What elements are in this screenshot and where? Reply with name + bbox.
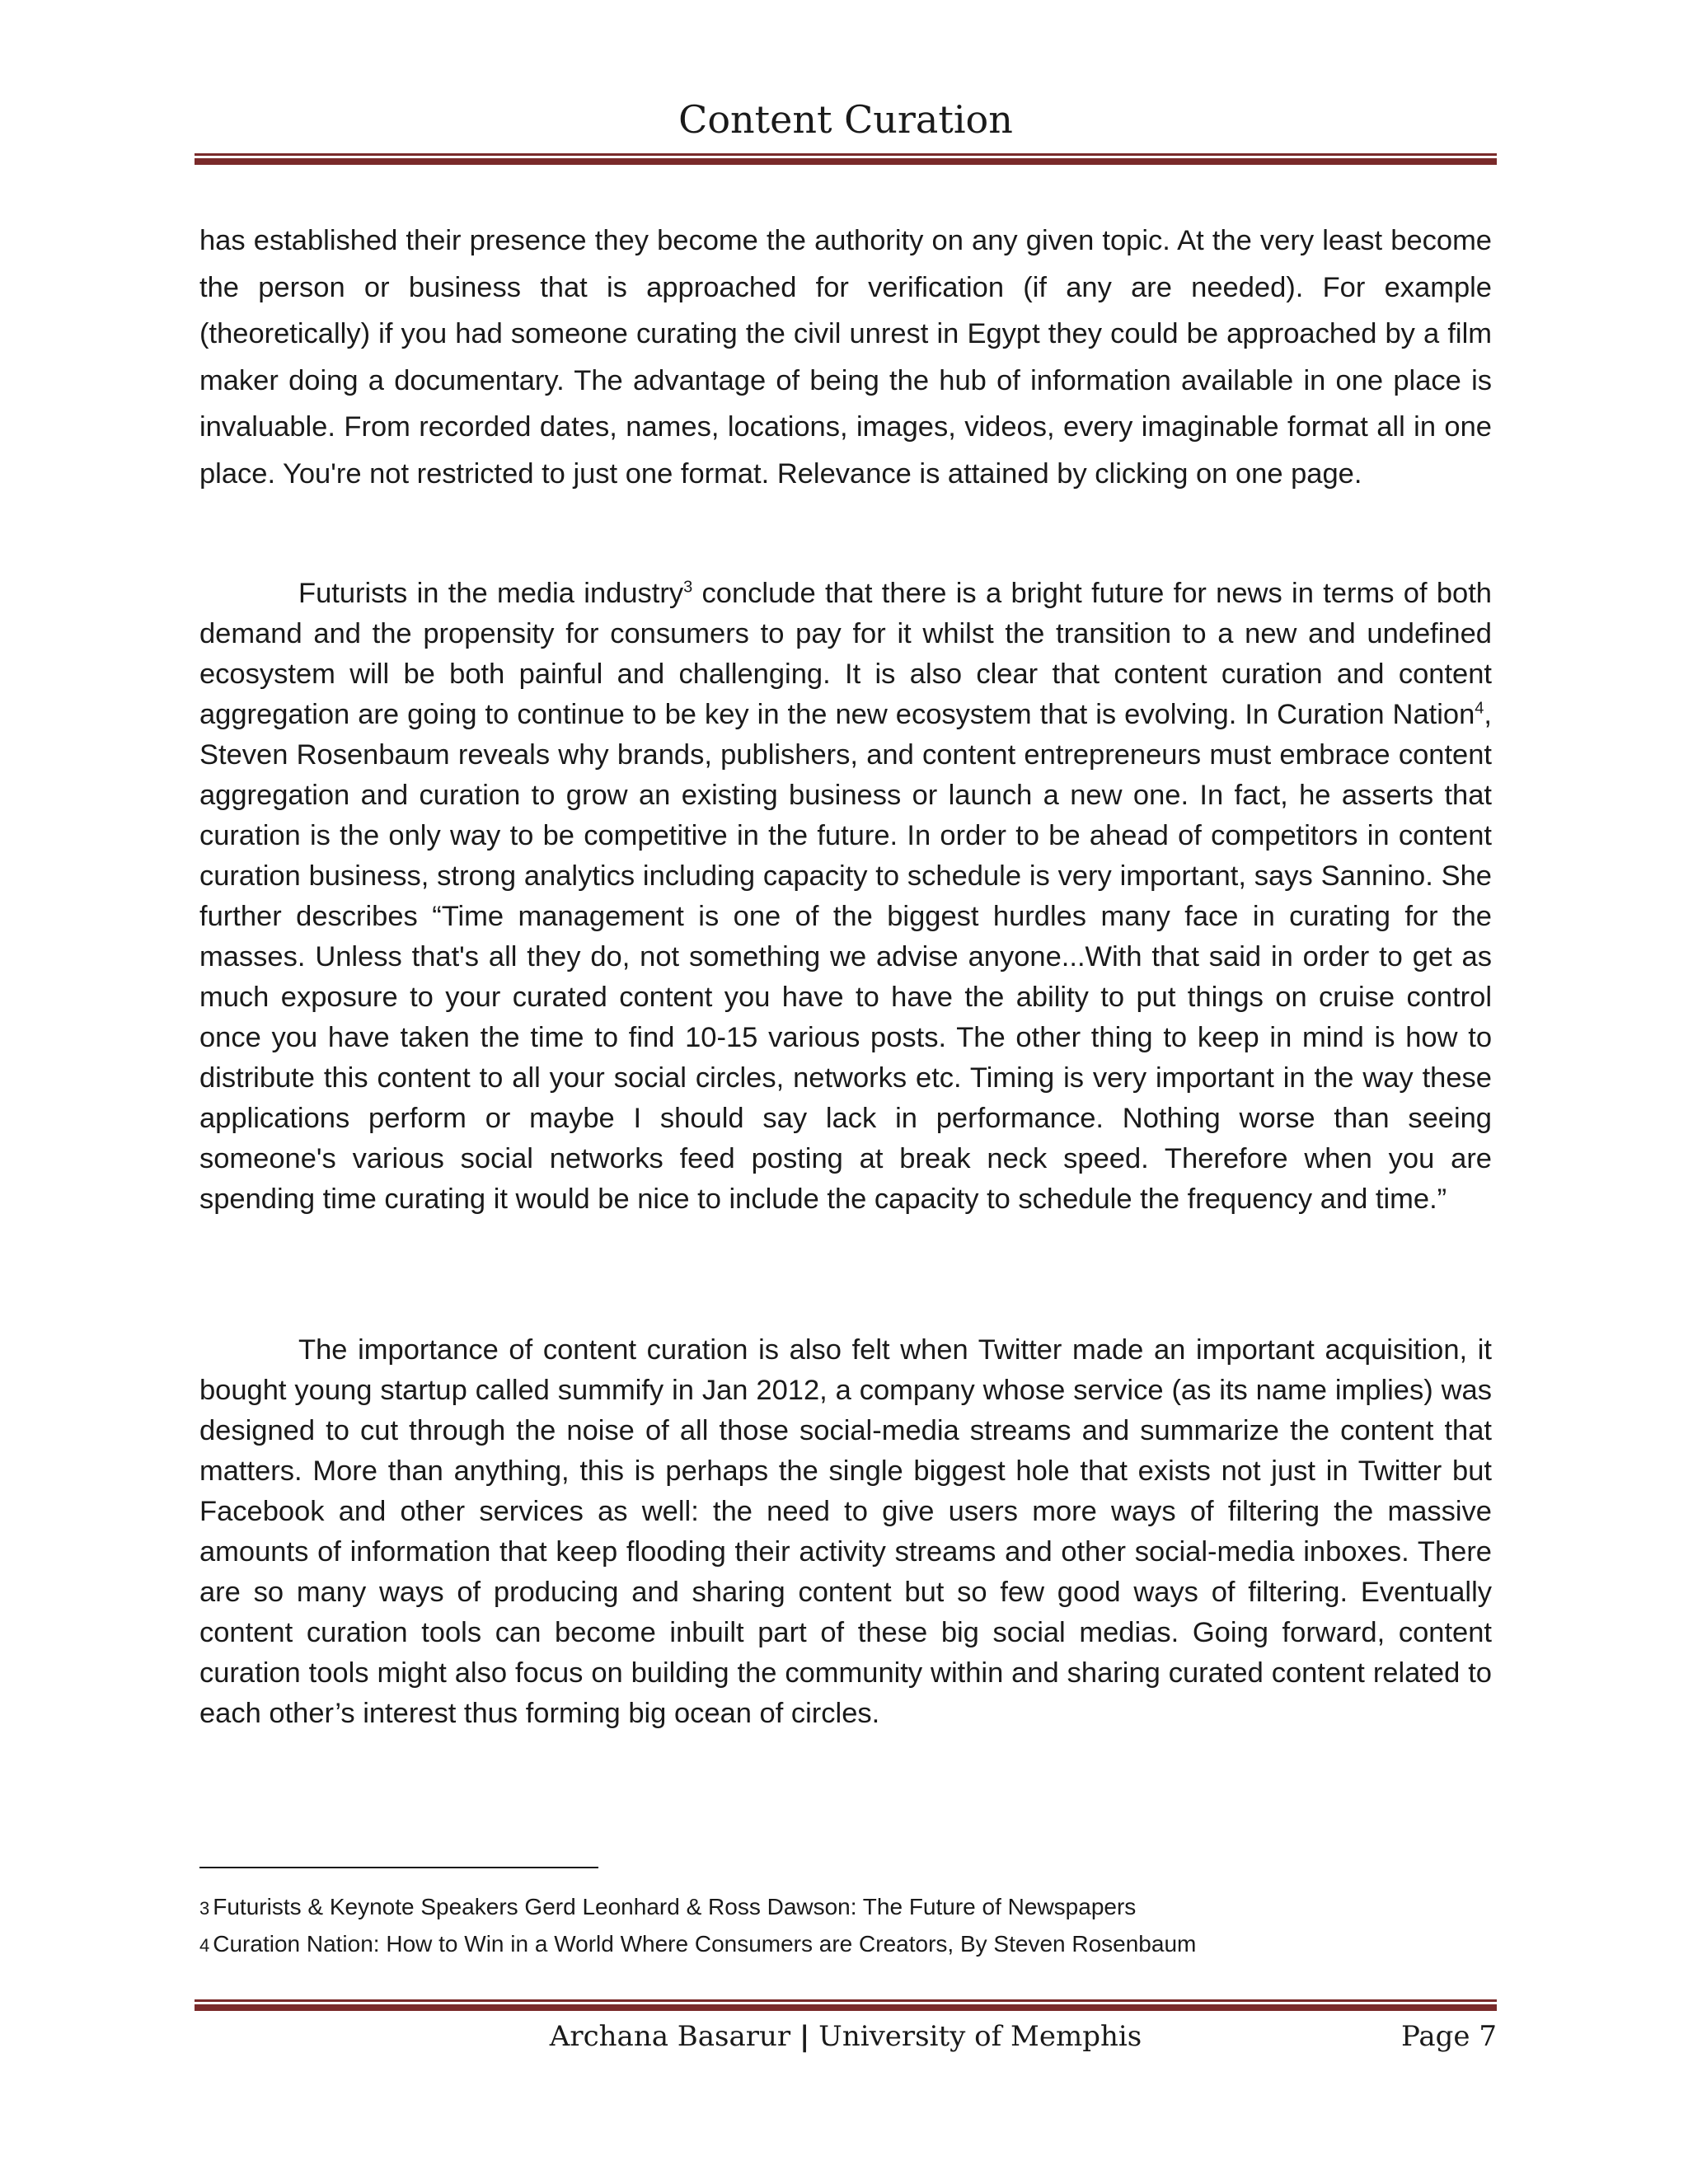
paragraph-2-part-b: conclude that there is a bright future for news in terms of both demand and the propensity for consumers to pay for it whilst the transition to a new and undefined ecosystem will be both painful and challenging. It is also clear that content curation and content aggregation are going to continue to be key in the new ecosystem that is evolving. In Curation Nation xyxy=(199,578,1492,730)
header-rule xyxy=(195,153,1497,166)
footer-credit xyxy=(195,2016,1497,2057)
page-header-title: Content Curation xyxy=(678,97,1013,142)
paragraph-2 xyxy=(199,574,1492,1220)
footnote-text: Curation Nation: How to Win in a World Where Consumers are Creators, By Steven Rosenbaum xyxy=(213,1931,1197,1957)
footer-rule-thick xyxy=(195,2004,1497,2011)
paragraph-2-part-c: , Steven Rosenbaum reveals why brands, publishers, and content entrepreneurs must embrace content aggregation and curation to grow an existing business or launch a new one. In fact, he asserts that curation is the only way to be competitive in the future. In order to be ahead of competitors in content curation business, strong analytics including capacity to schedule is very important, says Sannino. She further describes “Time management is one of the biggest hurdles many face in curating for the masses. Unless that's all they do, not something we advise anyone...With that said in order to get as much exposure to your curated content you have to have the ability to put things on cruise control once you have taken the time to find 10-15 various posts. The other thing to keep in mind is how to distribute this content to all your social circles, networks etc. Timing is very important in the way these applications perform or maybe I should say lack in performance. Nothing worse than seeing someone's various social networks feed posting at break neck speed. Therefore when you are spending time curating it would be nice to include the capacity to schedule the frequency and time.” xyxy=(199,699,1492,1215)
footer-rule-thin xyxy=(195,1999,1497,2002)
footer-separator: | xyxy=(799,2020,810,2053)
footnote-3 xyxy=(199,1889,1492,1926)
footnotes xyxy=(199,1889,1492,1963)
footnote-ref-4[interactable]: 4 xyxy=(1475,699,1484,718)
page-number: Page 7 xyxy=(1401,2020,1497,2053)
footnote-text: Futurists & Keynote Speakers Gerd Leonhard & Ross Dawson: The Future of Newspapers xyxy=(213,1894,1137,1919)
paragraph-1: has established their presence they become the authority on any given topic. At the very least become the person or business that is approached for verification (if any are needed). For example (theoretically) if you had someone curating the civil unrest in Egypt they could be approached by a film maker doing a documentary. The advantage of being the hub of information available in one place is invaluable. From recorded dates, names, locations, images, videos, every imaginable format all in one place. You're not restricted to just one format. Relevance is attained by clicking on one page. xyxy=(199,225,1492,490)
header-rule-thick xyxy=(195,158,1497,165)
footnote-4 xyxy=(199,1926,1492,1963)
paragraph-2-part-a: Futurists in the media industry xyxy=(298,578,684,609)
footnote-number: 3 xyxy=(199,1898,210,1919)
footnote-ref-3[interactable]: 3 xyxy=(683,578,693,597)
paragraph-3: The importance of content curation is also felt when Twitter made an important acquisition, it bought young startup called summify in Jan 2012, a company whose service (as its name implies) was designed to cut through the noise of all those social-media streams and summarize the content that matters. More than anything, this is perhaps the single biggest hole that exists not just in Twitter but Facebook and other services as well: the need to give users more ways of filtering the massive amounts of information that keep flooding their activity streams and other social-media inboxes. There are so many ways of producing and sharing content but so few good ways of filtering. Eventually content curation tools can become inbuilt part of these big social medias. Going forward, content curation tools might also focus on building the community within and sharing curated content related to each other’s interest thus forming big ocean of circles. xyxy=(199,1334,1492,1729)
footnote-separator xyxy=(199,1867,598,1868)
header-rule-thin xyxy=(195,153,1497,156)
footnote-number: 4 xyxy=(199,1935,210,1956)
footer-affiliation: University of Memphis xyxy=(818,2020,1142,2053)
footer-rule xyxy=(195,1999,1497,2013)
page-footer xyxy=(195,2016,1497,2057)
footer-author: Archana Basarur xyxy=(549,2020,791,2053)
